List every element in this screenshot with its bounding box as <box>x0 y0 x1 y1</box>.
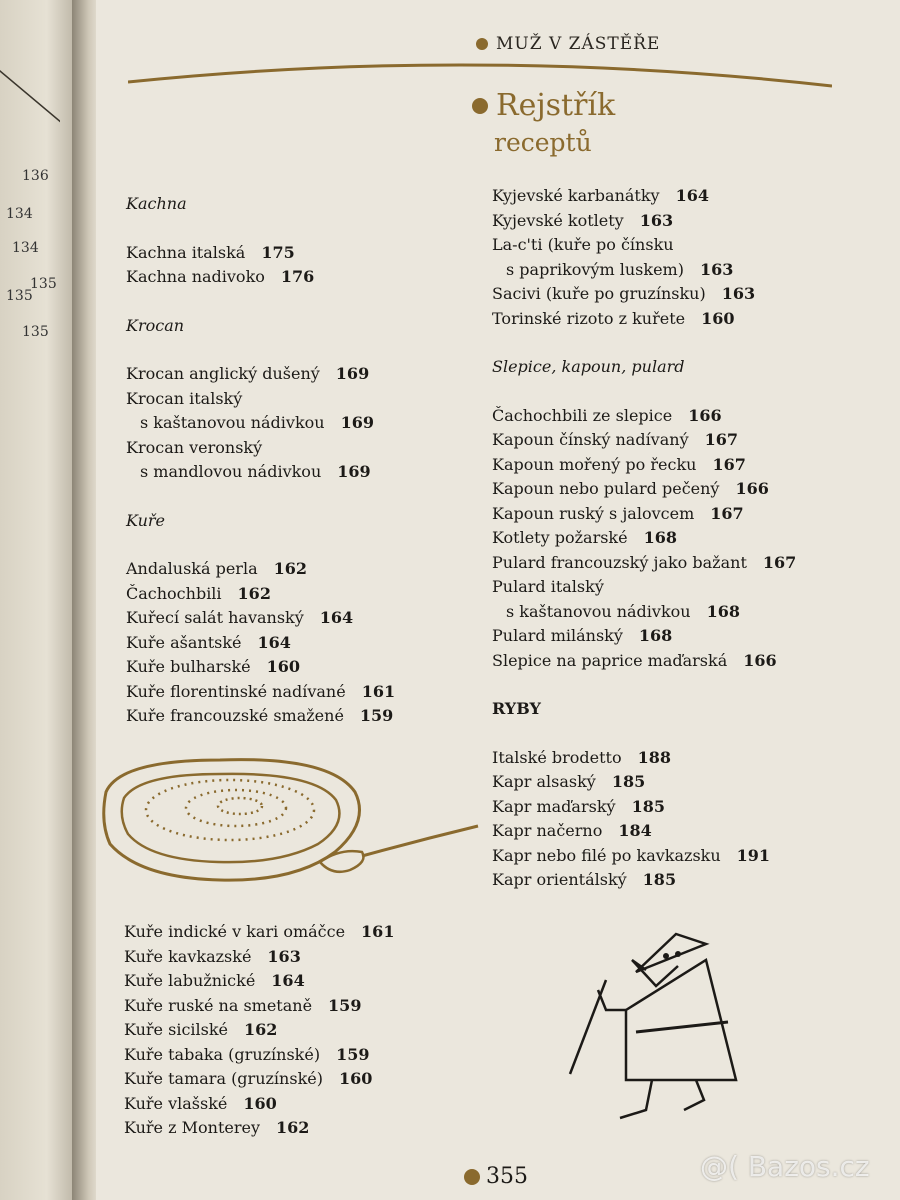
index-title-line1: Rejstřík <box>496 88 616 123</box>
index-entry <box>126 606 395 631</box>
index-entry <box>126 631 395 656</box>
recipe-name: Kyjevské kotlety <box>492 210 624 230</box>
page-reference: 184 <box>618 821 652 840</box>
recipe-name: s mandlovou nádivkou <box>140 462 322 481</box>
page-reference: 168 <box>706 601 740 621</box>
watermark: @( Bazos.cz <box>700 1150 870 1183</box>
page-reference: 162 <box>244 1020 278 1039</box>
recipe-name: Kuře ašantské <box>126 632 242 652</box>
index-entry <box>492 624 796 649</box>
bullet-icon <box>464 1169 480 1185</box>
index-entry <box>492 868 796 893</box>
index-entry <box>492 184 796 209</box>
page-reference: 185 <box>631 796 665 816</box>
page-reference: 175 <box>261 242 295 262</box>
page-reference: 168 <box>643 528 677 547</box>
page-reference: 162 <box>237 583 271 603</box>
page-reference: 169 <box>340 413 374 432</box>
page-reference: 159 <box>359 706 394 725</box>
page-reference: 161 <box>361 681 396 701</box>
recipe-name: Kotlety požarské <box>492 528 628 547</box>
recipe-name: Italské brodetto <box>492 747 622 767</box>
pan-illustration <box>100 752 490 892</box>
page-reference: 162 <box>276 1118 310 1137</box>
recipe-name: Čachochbili ze slepice <box>492 405 673 425</box>
index-entry <box>124 1043 394 1068</box>
page-reference: 166 <box>743 650 777 670</box>
page-reference: 164 <box>319 608 354 627</box>
page-reference: 191 <box>736 845 771 865</box>
recipe-name: Kapoun mořený po řecku <box>492 454 697 474</box>
recipe-name: s paprikovým luskem) <box>506 259 684 279</box>
section-heading: Kachna <box>126 194 187 213</box>
index-entry <box>492 770 796 795</box>
recipe-name: Kachna nadivoko <box>126 267 265 286</box>
bullet-icon <box>472 98 488 114</box>
page-reference: 163 <box>267 946 301 966</box>
index-entry <box>492 600 796 625</box>
page-reference: 169 <box>337 462 371 481</box>
recipe-name: Kuře francouzské smažené <box>126 706 344 725</box>
recipe-name: Kapr orientálský <box>492 870 627 889</box>
recipe-name: Kuře indické v kari omáčce <box>124 922 346 941</box>
index-entry <box>126 241 395 266</box>
page-reference: 169 <box>335 364 370 383</box>
index-entry <box>126 387 395 412</box>
index-entry <box>124 969 394 994</box>
index-title-line2: receptů <box>494 128 592 157</box>
index-entry <box>124 1092 394 1117</box>
right-column <box>492 184 796 893</box>
recipe-name: Kuře ruské na smetaně <box>124 995 313 1015</box>
index-entry <box>492 819 796 844</box>
page-reference: 185 <box>611 772 646 791</box>
left-fragment: 134 <box>12 240 39 256</box>
section-heading: RYBY <box>492 699 541 718</box>
index-entry <box>126 411 395 436</box>
index-entry <box>492 551 796 576</box>
recipe-name: s kaštanovou nádivkou <box>140 413 325 432</box>
page-reference: 163 <box>721 284 756 303</box>
recipe-name: Kuře kavkazské <box>124 946 252 966</box>
index-entry <box>126 582 395 607</box>
recipe-name: Krocan italský <box>126 388 243 408</box>
page-reference: 160 <box>266 657 301 676</box>
index-entry <box>492 307 796 332</box>
running-title: MUŽ V ZÁSTĚŘE <box>496 34 661 54</box>
recipe-name: Kuře tamara (gruzínské) <box>124 1069 323 1088</box>
index-entry <box>492 404 796 429</box>
index-entry <box>492 844 796 869</box>
recipe-name: Kachna italská <box>126 242 246 262</box>
index-entry <box>126 460 395 485</box>
left-fragment: 134 <box>6 206 33 222</box>
page-reference: 164 <box>675 186 709 205</box>
index-entry <box>492 428 796 453</box>
page-reference: 161 <box>361 922 395 941</box>
recipe-name: Krocan veronský <box>126 437 263 457</box>
index-entry <box>124 1067 394 1092</box>
recipe-name: Kapoun čínský nadívaný <box>492 430 689 449</box>
index-entry <box>492 526 796 551</box>
recipe-name: Kapr načerno <box>492 821 603 840</box>
index-entry <box>492 209 796 234</box>
knight-illustration <box>566 930 746 1130</box>
index-entry <box>126 265 395 290</box>
left-page <box>0 0 78 1200</box>
recipe-name: Kapr alsaský <box>492 772 596 791</box>
page-reference: 166 <box>735 479 769 498</box>
left-column <box>126 192 395 729</box>
page-reference: 166 <box>688 405 722 425</box>
recipe-name: Kyjevské karbanátky <box>492 186 660 205</box>
index-entry <box>126 704 395 729</box>
index-entry <box>492 477 796 502</box>
page-reference: 167 <box>762 552 797 572</box>
page-reference: 167 <box>704 430 739 449</box>
recipe-name: Pulard italský <box>492 577 604 596</box>
recipe-name: Kapr maďarský <box>492 796 616 816</box>
page-reference: 160 <box>243 1093 277 1113</box>
index-entry <box>126 362 395 387</box>
index-entry <box>492 575 796 600</box>
recipe-name: Kuře z Monterey <box>124 1118 260 1137</box>
page-reference: 159 <box>336 1044 370 1064</box>
page-reference: 163 <box>699 259 734 279</box>
page-number <box>464 1164 528 1189</box>
index-entry <box>492 649 796 674</box>
page-reference: 159 <box>328 995 362 1015</box>
recipe-name: Kuře vlašské <box>124 1093 228 1113</box>
page-reference: 188 <box>637 747 671 767</box>
page-reference: 185 <box>642 870 677 889</box>
index-entry <box>492 746 796 771</box>
index-entry <box>492 795 796 820</box>
index-entry <box>124 1018 394 1043</box>
recipe-name: s kaštanovou nádivkou <box>506 601 691 621</box>
index-entry <box>492 282 796 307</box>
recipe-name: Čachochbili <box>126 583 222 603</box>
page-reference: 164 <box>271 971 305 990</box>
running-header <box>476 34 660 54</box>
recipe-name: Slepice na paprice maďarská <box>492 650 728 670</box>
page-reference: 162 <box>273 559 308 578</box>
index-entry <box>492 502 796 527</box>
index-entry <box>492 258 796 283</box>
recipe-name: Torinské rizoto z kuřete <box>492 308 686 328</box>
index-entry <box>124 994 394 1019</box>
left-page-line <box>0 0 60 122</box>
recipe-name: Kuře bulharské <box>126 657 251 676</box>
recipe-name: Kapoun ruský s jalovcem <box>492 503 695 523</box>
page-reference: 164 <box>257 632 291 652</box>
left-fragment: 135 <box>30 276 57 292</box>
recipe-name: Kuře sicilské <box>124 1020 229 1039</box>
index-entry <box>126 680 395 705</box>
section-heading: Kuře <box>126 510 166 530</box>
recipe-name: Andaluská perla <box>126 559 258 578</box>
left-fragment: 135 <box>22 324 49 340</box>
left-fragment: 135 <box>6 288 33 304</box>
page-reference: 168 <box>638 626 673 645</box>
section-heading: Slepice, kapoun, pulard <box>492 357 685 376</box>
recipe-name: Sacivi (kuře po gruzínsku) <box>492 284 706 303</box>
recipe-name: Kapoun nebo pulard pečený <box>492 479 720 498</box>
recipe-name: Krocan anglický dušený <box>126 364 320 383</box>
page-reference: 160 <box>701 308 735 328</box>
page-reference: 176 <box>280 267 315 286</box>
index-entry <box>126 557 395 582</box>
page-reference: 163 <box>639 210 674 230</box>
header-rule <box>128 60 832 90</box>
recipe-name: Kapr nebo filé po kavkazsku <box>492 845 721 865</box>
recipe-name: Kuře labužnické <box>124 971 256 990</box>
recipe-name: Pulard francouzský jako bažant <box>492 552 747 572</box>
page-reference: 160 <box>338 1069 373 1088</box>
recipe-name: Pulard milánský <box>492 626 623 645</box>
left-column-lower <box>124 920 394 1141</box>
index-entry <box>492 233 796 258</box>
left-fragment: 136 <box>22 168 49 184</box>
index-title <box>472 88 615 123</box>
index-entry <box>126 436 395 461</box>
recipe-name: Kuřecí salát havanský <box>126 608 304 627</box>
index-entry <box>492 453 796 478</box>
recipe-name: Kuře florentinské nadívané <box>126 681 346 701</box>
recipe-name: La-c'ti (kuře po čínsku <box>492 235 674 254</box>
index-entry <box>126 655 395 680</box>
page-reference: 167 <box>710 503 744 523</box>
page-reference: 167 <box>712 454 746 474</box>
index-entry <box>124 920 394 945</box>
index-entry <box>124 1116 394 1141</box>
page-number-value: 355 <box>486 1164 528 1189</box>
index-entry <box>124 945 394 970</box>
recipe-name: Kuře tabaka (gruzínské) <box>124 1044 321 1064</box>
bullet-icon <box>476 38 488 50</box>
section-heading: Krocan <box>126 315 185 335</box>
